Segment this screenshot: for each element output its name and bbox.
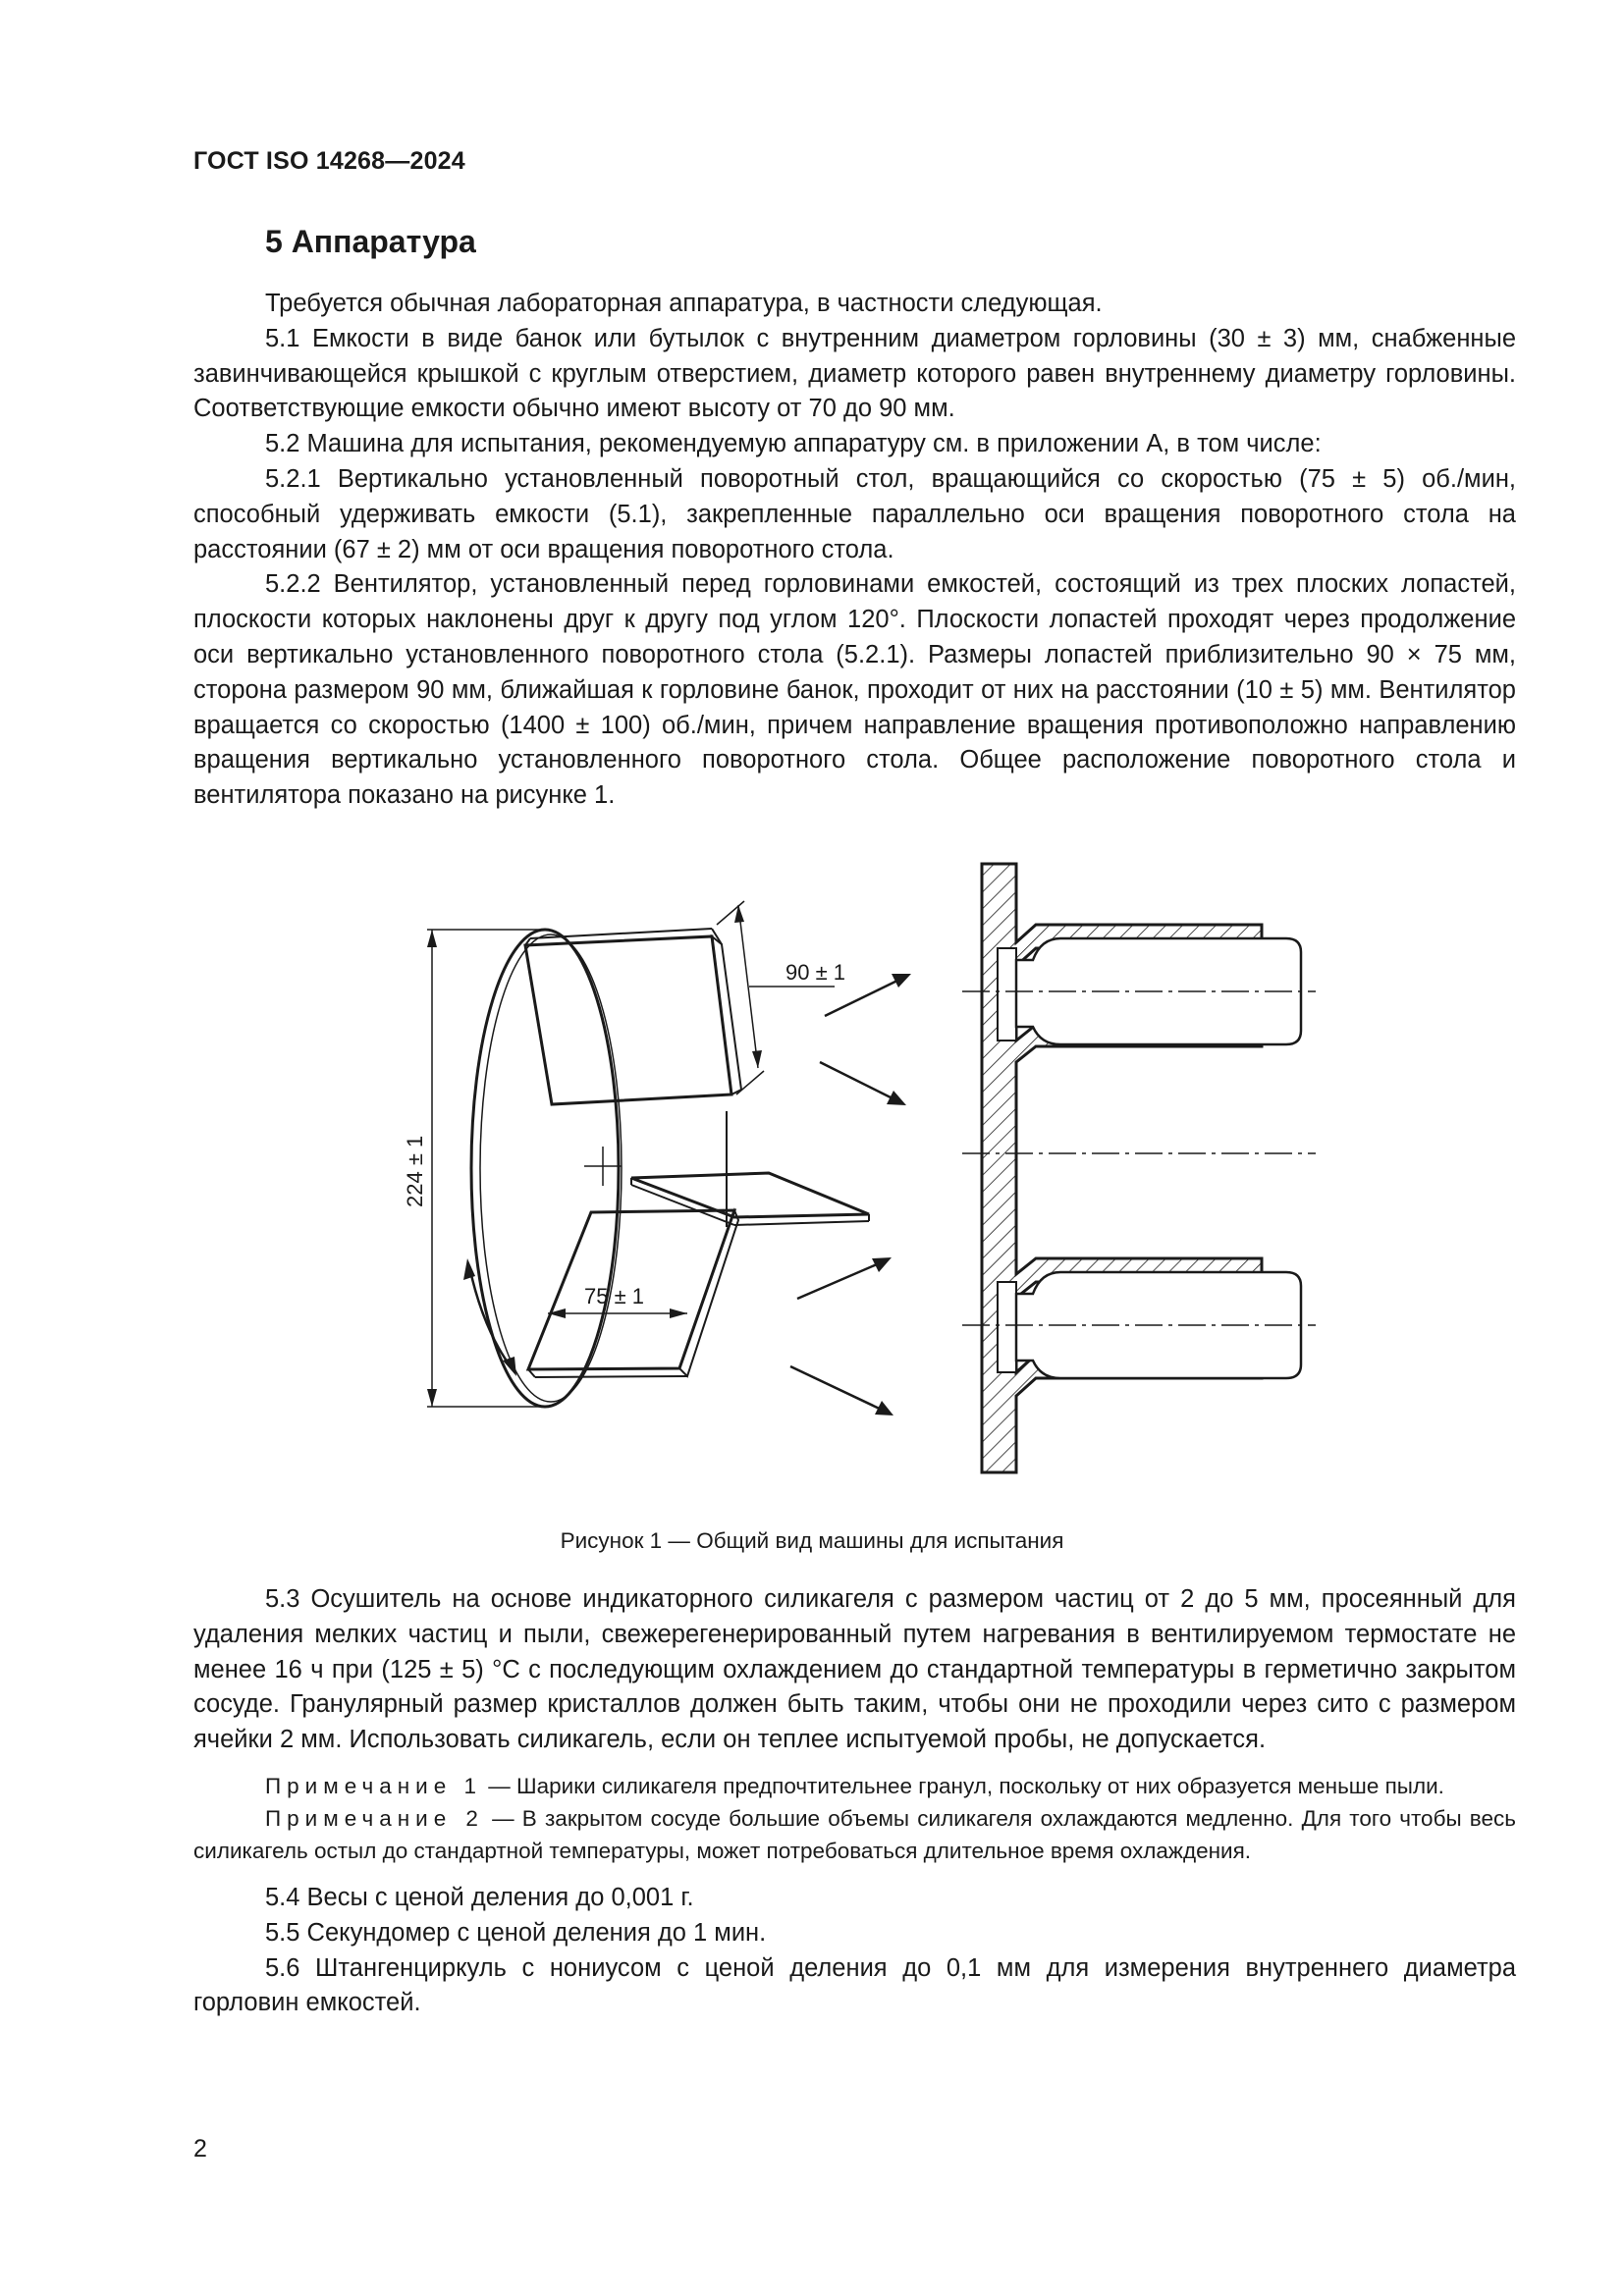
paragraph-5-1: 5.1 Емкости в виде банок или бутылок с внутренним диаметром горловины (30 ± 3) мм, снабженные завинчивающейся крышкой с круглым отверстием, диаметр которого равен внутреннему диаметру горловины. Соответствующие емкости обычно имеют высоту от 70 до 90 мм. bbox=[193, 324, 1516, 423]
text-block-bottom bbox=[193, 1582, 1516, 2021]
figure-drawing bbox=[373, 834, 1335, 1512]
paragraph-intro: Требуется обычная лабораторная аппаратура, в частности следующая. bbox=[265, 290, 1103, 317]
paragraph-5-3: 5.3 Осушитель на основе индикаторного силикагеля с размером частиц от 2 до 5 мм, просеянный для удаления мелких частиц и пыли, свежерегенерированный путем нагревания в вентилируемом термостате не менее 16 ч при (125 ± 5) °С с последующим охлаждением до стандартной температуры в герметично закрытом сосуде. Гранулярный размер кристаллов должен быть таким, чтобы они не проходили через сито с размером ячейки 2 мм. Использовать силикагель, если он теплее испытуемой пробы, не допускается. bbox=[193, 1585, 1516, 1754]
paragraph-5-2-1: 5.2.1 Вертикально установленный поворотный стол, вращающийся со скоростью (75 ± 5) об./мин, способный удерживать емкости (5.1), закрепленные параллельно оси вращения поворотного стола на расстоянии (67 ± 2) мм от оси вращения поворотного стола. bbox=[193, 464, 1516, 563]
paragraph-5-2: 5.2 Машина для испытания, рекомендуемую аппаратуру см. в приложении А, в том числе: bbox=[265, 430, 1322, 458]
blade-length-dimension bbox=[717, 901, 835, 1095]
paragraph-5-6: 5.6 Штангенциркуль с нониусом с ценой деления до 0,1 мм для измерения внутреннего диаметра горловин емкостей. bbox=[193, 1953, 1516, 2017]
figure-test-machine bbox=[373, 834, 1335, 1512]
rotation-arrow bbox=[463, 1258, 516, 1376]
center-cross bbox=[584, 1147, 622, 1186]
label-height: 224 ± 1 bbox=[403, 1135, 427, 1207]
text-block-top bbox=[193, 287, 1516, 814]
document-header: ГОСТ ISO 14268—2024 bbox=[193, 147, 465, 175]
label-blade-width: 75 ± 1 bbox=[584, 1284, 645, 1308]
note-2 bbox=[193, 1802, 1516, 1867]
note-1-text: — Шарики силикагеля предпочтительнее гранул, поскольку от них образуется меньше пыли. bbox=[482, 1773, 1444, 1798]
upper-fan-blade bbox=[525, 929, 741, 1104]
section-title: 5 Аппаратура bbox=[265, 224, 476, 259]
middle-fan-blade bbox=[631, 1173, 869, 1225]
note-2-label: Примечание 2 bbox=[265, 1805, 484, 1831]
paragraph-5-4: 5.4 Весы с ценой деления до 0,001 г. bbox=[265, 1883, 694, 1911]
paragraph-5-2-2: 5.2.2 Вентилятор, установленный перед горловинами емкостей, состоящий из трех плоских лопастей, плоскости которых наклонены друг к другу под углом 120°. Плоскости лопастей проходят через продолжение оси вертикально установленного поворотного стола (5.2.1). Размеры лопастей приблизительно 90 × 75 мм, сторона размером 90 мм, ближайшая к горловине банок, проходит от них на расстоянии (10 ± 5) мм. Вентилятор вращается со скоростью (1400 ± 100) об./мин, причем направление вращения противоположно направлению вращения вертикально установленного поворотного стола. Общее расположение поворотного стола и вентилятора показано на рисунке 1. bbox=[193, 570, 1516, 810]
figure-caption: Рисунок 1 — Общий вид машины для испытания bbox=[560, 1528, 1064, 1553]
paragraph-5-5: 5.5 Секундомер с ценой деления до 1 мин. bbox=[265, 1918, 767, 1947]
note-2-text: — В закрытом сосуде большие объемы силикагеля охлаждаются медленно. Для того чтобы весь силикагель остыл до стандартной температуры, может потребоваться длительное время охлаждения. bbox=[193, 1805, 1516, 1863]
note-1-label: Примечание 1 bbox=[265, 1773, 482, 1798]
page-number: 2 bbox=[193, 2135, 207, 2163]
airflow-arrows bbox=[790, 974, 911, 1415]
note-1 bbox=[193, 1770, 1516, 1802]
label-blade-length: 90 ± 1 bbox=[785, 960, 846, 985]
height-dimension bbox=[427, 930, 545, 1407]
turntable-disk bbox=[471, 930, 622, 1407]
blade-width-dimension bbox=[548, 1308, 687, 1318]
